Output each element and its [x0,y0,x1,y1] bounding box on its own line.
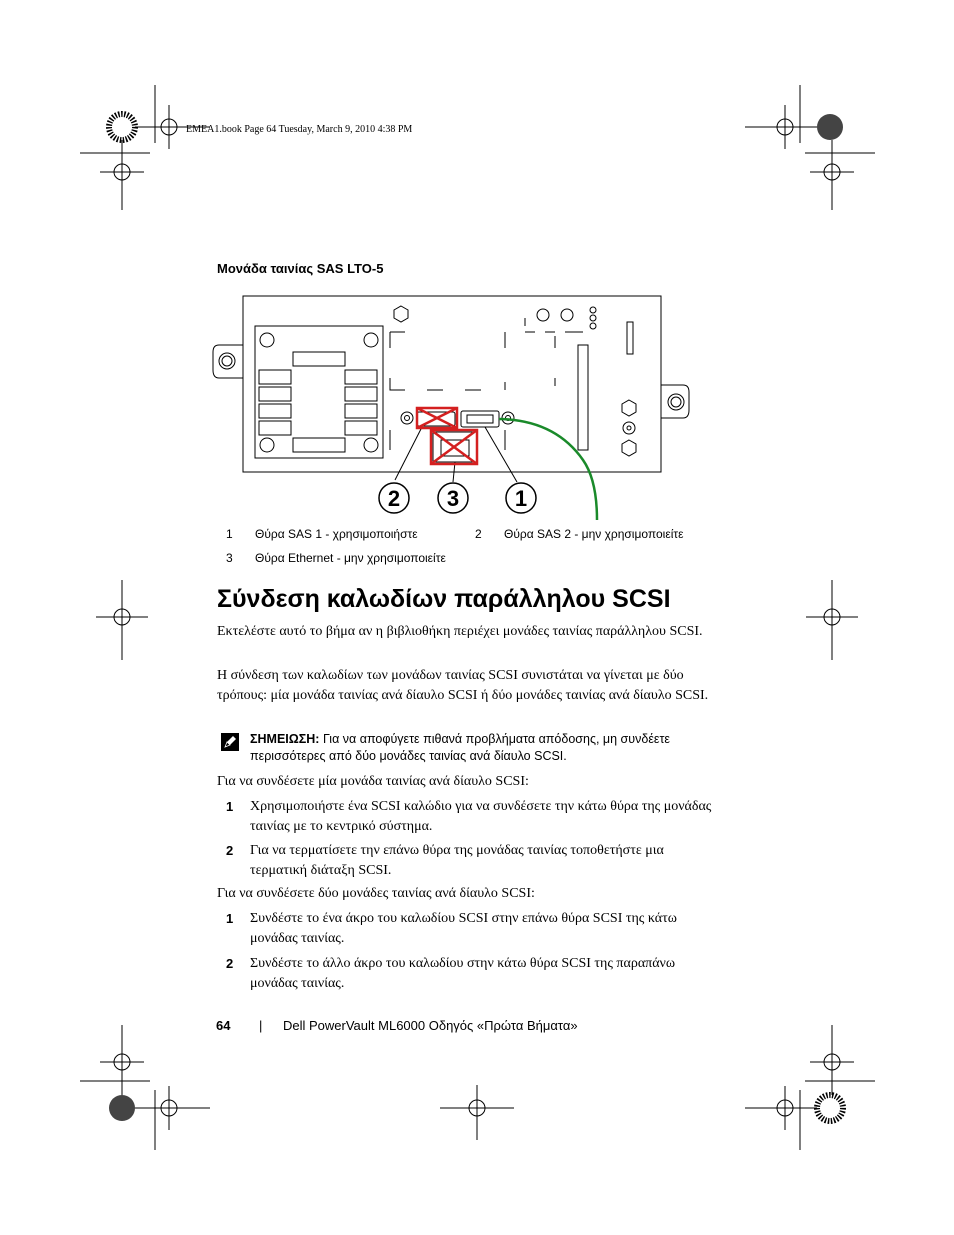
note-pencil-icon [221,733,239,751]
intro-one-drive: Για να συνδέσετε μία μονάδα ταινίας ανά δίαυλο SCSI: [217,774,529,789]
note-block [250,731,690,764]
legend-num-3: 3 [226,551,233,565]
callout-1: 1 [514,486,528,511]
legend-num-2: 2 [475,527,482,541]
callout-2: 2 [387,486,401,511]
legend-text-1: Θύρα SAS 1 - χρησιμοποιήστε [255,527,418,541]
footer-separator: | [259,1018,263,1033]
step-number: 1 [226,799,234,814]
note-text: Για να αποφύγετε πιθανά προβλήματα απόδοσης, μη συνδέετε περισσότερες από δύο μονάδες ταινίας ανά δίαυλο SCSI. [250,732,670,763]
paragraph-intro: Εκτελέστε αυτό το βήμα αν η βιβλιοθήκη περιέχει μονάδες ταινίας παράλληλου SCSI. [217,624,703,639]
footer-title: Dell PowerVault ML6000 Οδηγός «Πρώτα Βήματα» [283,1018,578,1033]
tape-drive-diagram [205,290,695,520]
step-text: Για να τερματίσετε την επάνω θύρα της μονάδας ταινίας τοποθετήστε μια τερματική διάταξη SCSI. [250,843,664,878]
step-number: 2 [226,956,234,971]
step-text: Συνδέστε το ένα άκρο του καλωδίου SCSI στην επάνω θύρα SCSI της κάτω μονάδας ταινίας. [250,911,677,946]
step-number: 1 [226,911,234,926]
step-text: Συνδέστε το άλλο άκρο του καλωδίου στην κάτω θύρα SCSI της παραπάνω μονάδας ταινίας. [250,956,676,991]
figure-title: Μονάδα ταινίας SAS LTO-5 [217,261,384,276]
callout-3: 3 [446,486,460,511]
step-text: Χρησιμοποιήστε ένα SCSI καλώδιο για να συνδέσετε την κάτω θύρα της μονάδας ταινίας με το κεντρικό σύστημα. [250,799,712,834]
section-heading: Σύνδεση καλωδίων παράλληλου SCSI [217,585,671,613]
legend-text-3: Θύρα Ethernet - μην χρησιμοποιείτε [255,551,446,565]
book-header-line: EMEA1.book Page 64 Tuesday, March 9, 2010 4:38 PM [186,124,413,135]
paragraph-methods: Η σύνδεση των καλωδίων των μονάδων ταινίας SCSI συνιστάται να γίνεται με δύο τρόπους: μία μονάδα ταινίας ανά δίαυλο SCSI ή δύο μονάδες ταινίας ανά δίαυλο SCSI. [217,668,709,703]
legend-text-2: Θύρα SAS 2 - μην χρησιμοποιείτε [504,527,684,541]
step-number: 2 [226,843,234,858]
intro-two-drives: Για να συνδέσετε δύο μονάδες ταινίας ανά δίαυλο SCSI: [217,886,535,901]
page-number: 64 [216,1018,231,1033]
legend-num-1: 1 [226,527,233,541]
note-label: ΣΗΜΕΙΩΣΗ: [250,732,320,746]
